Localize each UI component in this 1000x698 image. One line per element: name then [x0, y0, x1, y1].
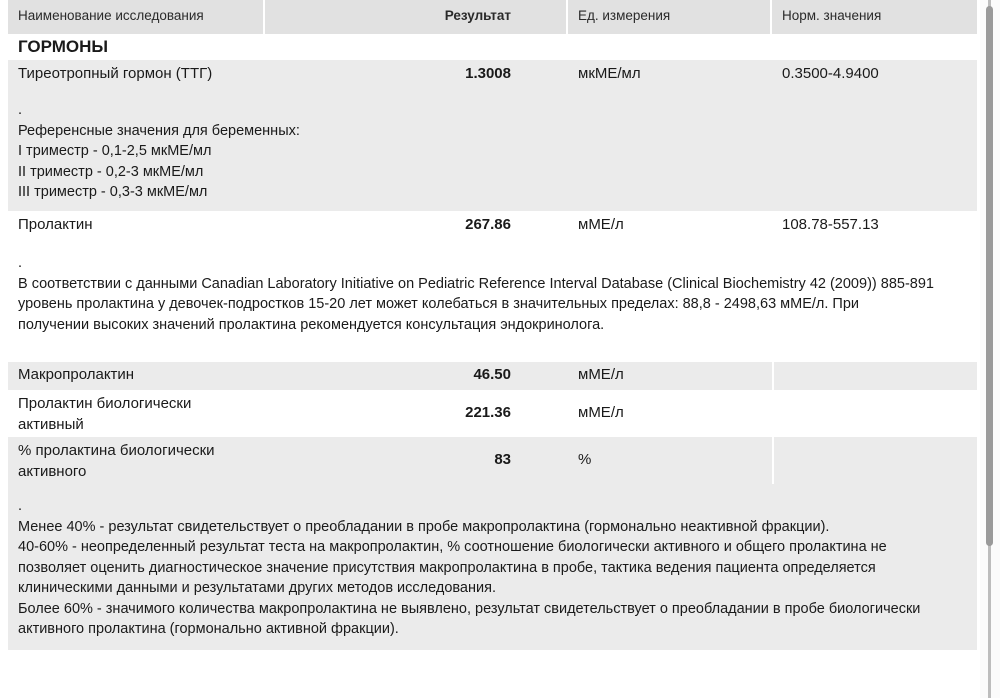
test-name [18, 440, 215, 482]
test-result: 267.86 [465, 216, 511, 233]
test-name [18, 393, 191, 435]
table-row [8, 390, 977, 437]
test-unit: мМЕ/л [578, 366, 624, 383]
section-title: ГОРМОНЫ [18, 37, 109, 56]
test-name-line: активный [18, 416, 84, 433]
header-norm: Норм. значения [782, 8, 882, 23]
note-line: I триместр - 0,1-2,5 мкМЕ/мл [18, 143, 212, 159]
note-line: 40-60% - неопределенный результат теста на макропролактин, % соотношение биологически активного и общего пролактина не [18, 539, 887, 555]
note-line: позволяет оценить диагностическое значение присутствия макропролактина в пробе, тактика ведения пациента определяется [18, 559, 876, 576]
test-name: Макропролактин [18, 366, 135, 383]
test-norm: 108.78-557.13 [782, 216, 879, 233]
test-unit: % [578, 451, 592, 468]
note-line: Более 60% - значимого количества макропролактина не выявлено, результат свидетельствует о преобладании в пробе биологически [18, 600, 921, 617]
test-unit: мМЕ/л [578, 216, 624, 233]
table-row [8, 211, 977, 241]
note-macroprolactin [8, 484, 977, 650]
test-name: Тиреотропный гормон (ТТГ) [18, 65, 213, 82]
note-line: III триместр - 0,3-3 мкМЕ/мл [18, 184, 208, 200]
table-header [8, 0, 977, 34]
note-line: Референсные значения для беременных: [18, 122, 300, 139]
header-name: Наименование исследования [18, 8, 204, 23]
test-result: 1.3008 [465, 65, 511, 82]
note-line: . [18, 498, 23, 514]
test-result: 46.50 [473, 366, 511, 383]
test-unit: мМЕ/л [578, 404, 624, 421]
test-name: Пролактин [18, 216, 93, 233]
scrollbar-thumb[interactable] [986, 6, 993, 546]
header-result: Результат [444, 8, 511, 23]
table-row [8, 437, 977, 484]
note-line: II триместр - 0,2-3 мкМЕ/мл [18, 163, 204, 180]
note-line: уровень пролактина у девочек-подростков 15-20 лет может колебаться в значительных пределах: 88,8 - 2498,63 мМЕ/л. При [18, 296, 860, 312]
note-line: клиническими данными и результатами других методов исследования. [18, 580, 496, 596]
note-tsh [8, 90, 977, 211]
note-line: . [18, 102, 23, 118]
note-line: . [18, 255, 23, 271]
test-name-line: активного [18, 463, 87, 480]
table-row [8, 362, 977, 390]
scrollbar[interactable] [980, 0, 1000, 698]
note-line: получении высоких значений пролактина рекомендуется консультация эндокринолога. [18, 316, 605, 333]
note-line: В соответствии с данными Canadian Laboratory Initiative on Pediatric Reference Interval Database (Clinical Biochemistry 42 (2009)) 885-891 [18, 275, 934, 292]
note-line: активного пролактина (гормонально активной фракции). [18, 621, 399, 637]
lab-results-sheet [8, 0, 977, 650]
test-unit: мкМЕ/мл [578, 65, 641, 82]
test-result: 221.36 [465, 404, 511, 421]
test-result: 83 [494, 451, 511, 468]
header-unit: Ед. измерения [578, 8, 671, 23]
test-norm: 0.3500-4.9400 [782, 65, 879, 82]
test-name-line: Пролактин биологически [18, 395, 192, 412]
note-prolactin [8, 241, 977, 362]
test-name-line: % пролактина биологически [18, 442, 215, 459]
table-row [8, 60, 977, 90]
note-line: Менее 40% - результат свидетельствует о преобладании в пробе макропролактина (гормонально неактивной фракции). [18, 518, 830, 535]
